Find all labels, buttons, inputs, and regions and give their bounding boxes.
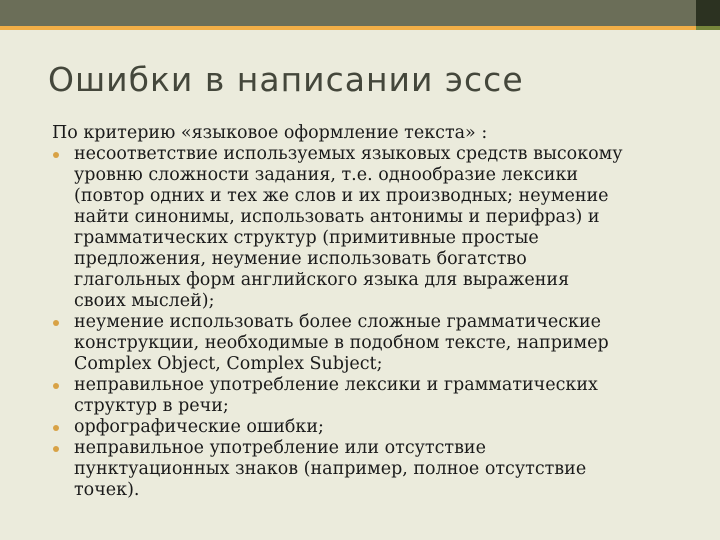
bullet-line: структур в речи;: [74, 396, 229, 416]
slide-title: Ошибки в написании эссе: [48, 60, 524, 99]
top-bar-end: [696, 0, 720, 26]
bullet-line: глагольных форм английского языка для выражения: [74, 270, 570, 290]
bullet-icon: [53, 383, 59, 389]
bullet-line: грамматических структур (примитивные простые: [74, 228, 539, 248]
bullet-line: неправильное употребление лексики и грамматических: [74, 375, 598, 395]
accent-stripe-main: [0, 26, 696, 30]
top-decorative-bar: [0, 0, 720, 26]
bullet-item: [52, 438, 692, 501]
bullet-icon: [53, 152, 59, 158]
top-bar-main: [0, 0, 696, 26]
accent-stripe-end: [696, 26, 720, 30]
bullet-line: найти синонимы, использовать антонимы и перифраз) и: [74, 207, 600, 227]
bullet-line: пунктуационных знаков (например, полное отсутствие: [74, 459, 587, 479]
bullet-item: [52, 312, 692, 375]
bullet-line: (повтор одних и тех же слов и их производных; неумение: [74, 186, 609, 206]
bullet-item: [52, 144, 692, 312]
accent-stripe: [0, 26, 720, 30]
bullet-item: [52, 417, 692, 438]
bullet-icon: [53, 425, 59, 431]
bullet-line: орфографические ошибки;: [74, 417, 324, 437]
intro-text: По критерию «языковое оформление текста» :: [52, 123, 488, 143]
bullet-list: [52, 144, 692, 501]
bullet-line: конструкции, необходимые в подобном тексте, например: [74, 333, 609, 353]
bullet-line: своих мыслей);: [74, 291, 215, 311]
bullet-line: предложения, неумение использовать богатство: [74, 249, 527, 269]
bullet-line: неумение использовать более сложные грамматические: [74, 312, 601, 332]
bullet-line: точек).: [74, 480, 140, 500]
bullet-item: [52, 375, 692, 417]
bullet-line: Complex Object, Complex Subject;: [74, 354, 383, 374]
bullet-line: неправильное употребление или отсутствие: [74, 438, 486, 458]
bullet-line: несоответствие используемых языковых средств высокому: [74, 144, 623, 164]
bullet-line: уровню сложности задания, т.е. однообразие лексики: [74, 165, 579, 185]
bullet-icon: [53, 446, 59, 452]
bullet-icon: [53, 320, 59, 326]
